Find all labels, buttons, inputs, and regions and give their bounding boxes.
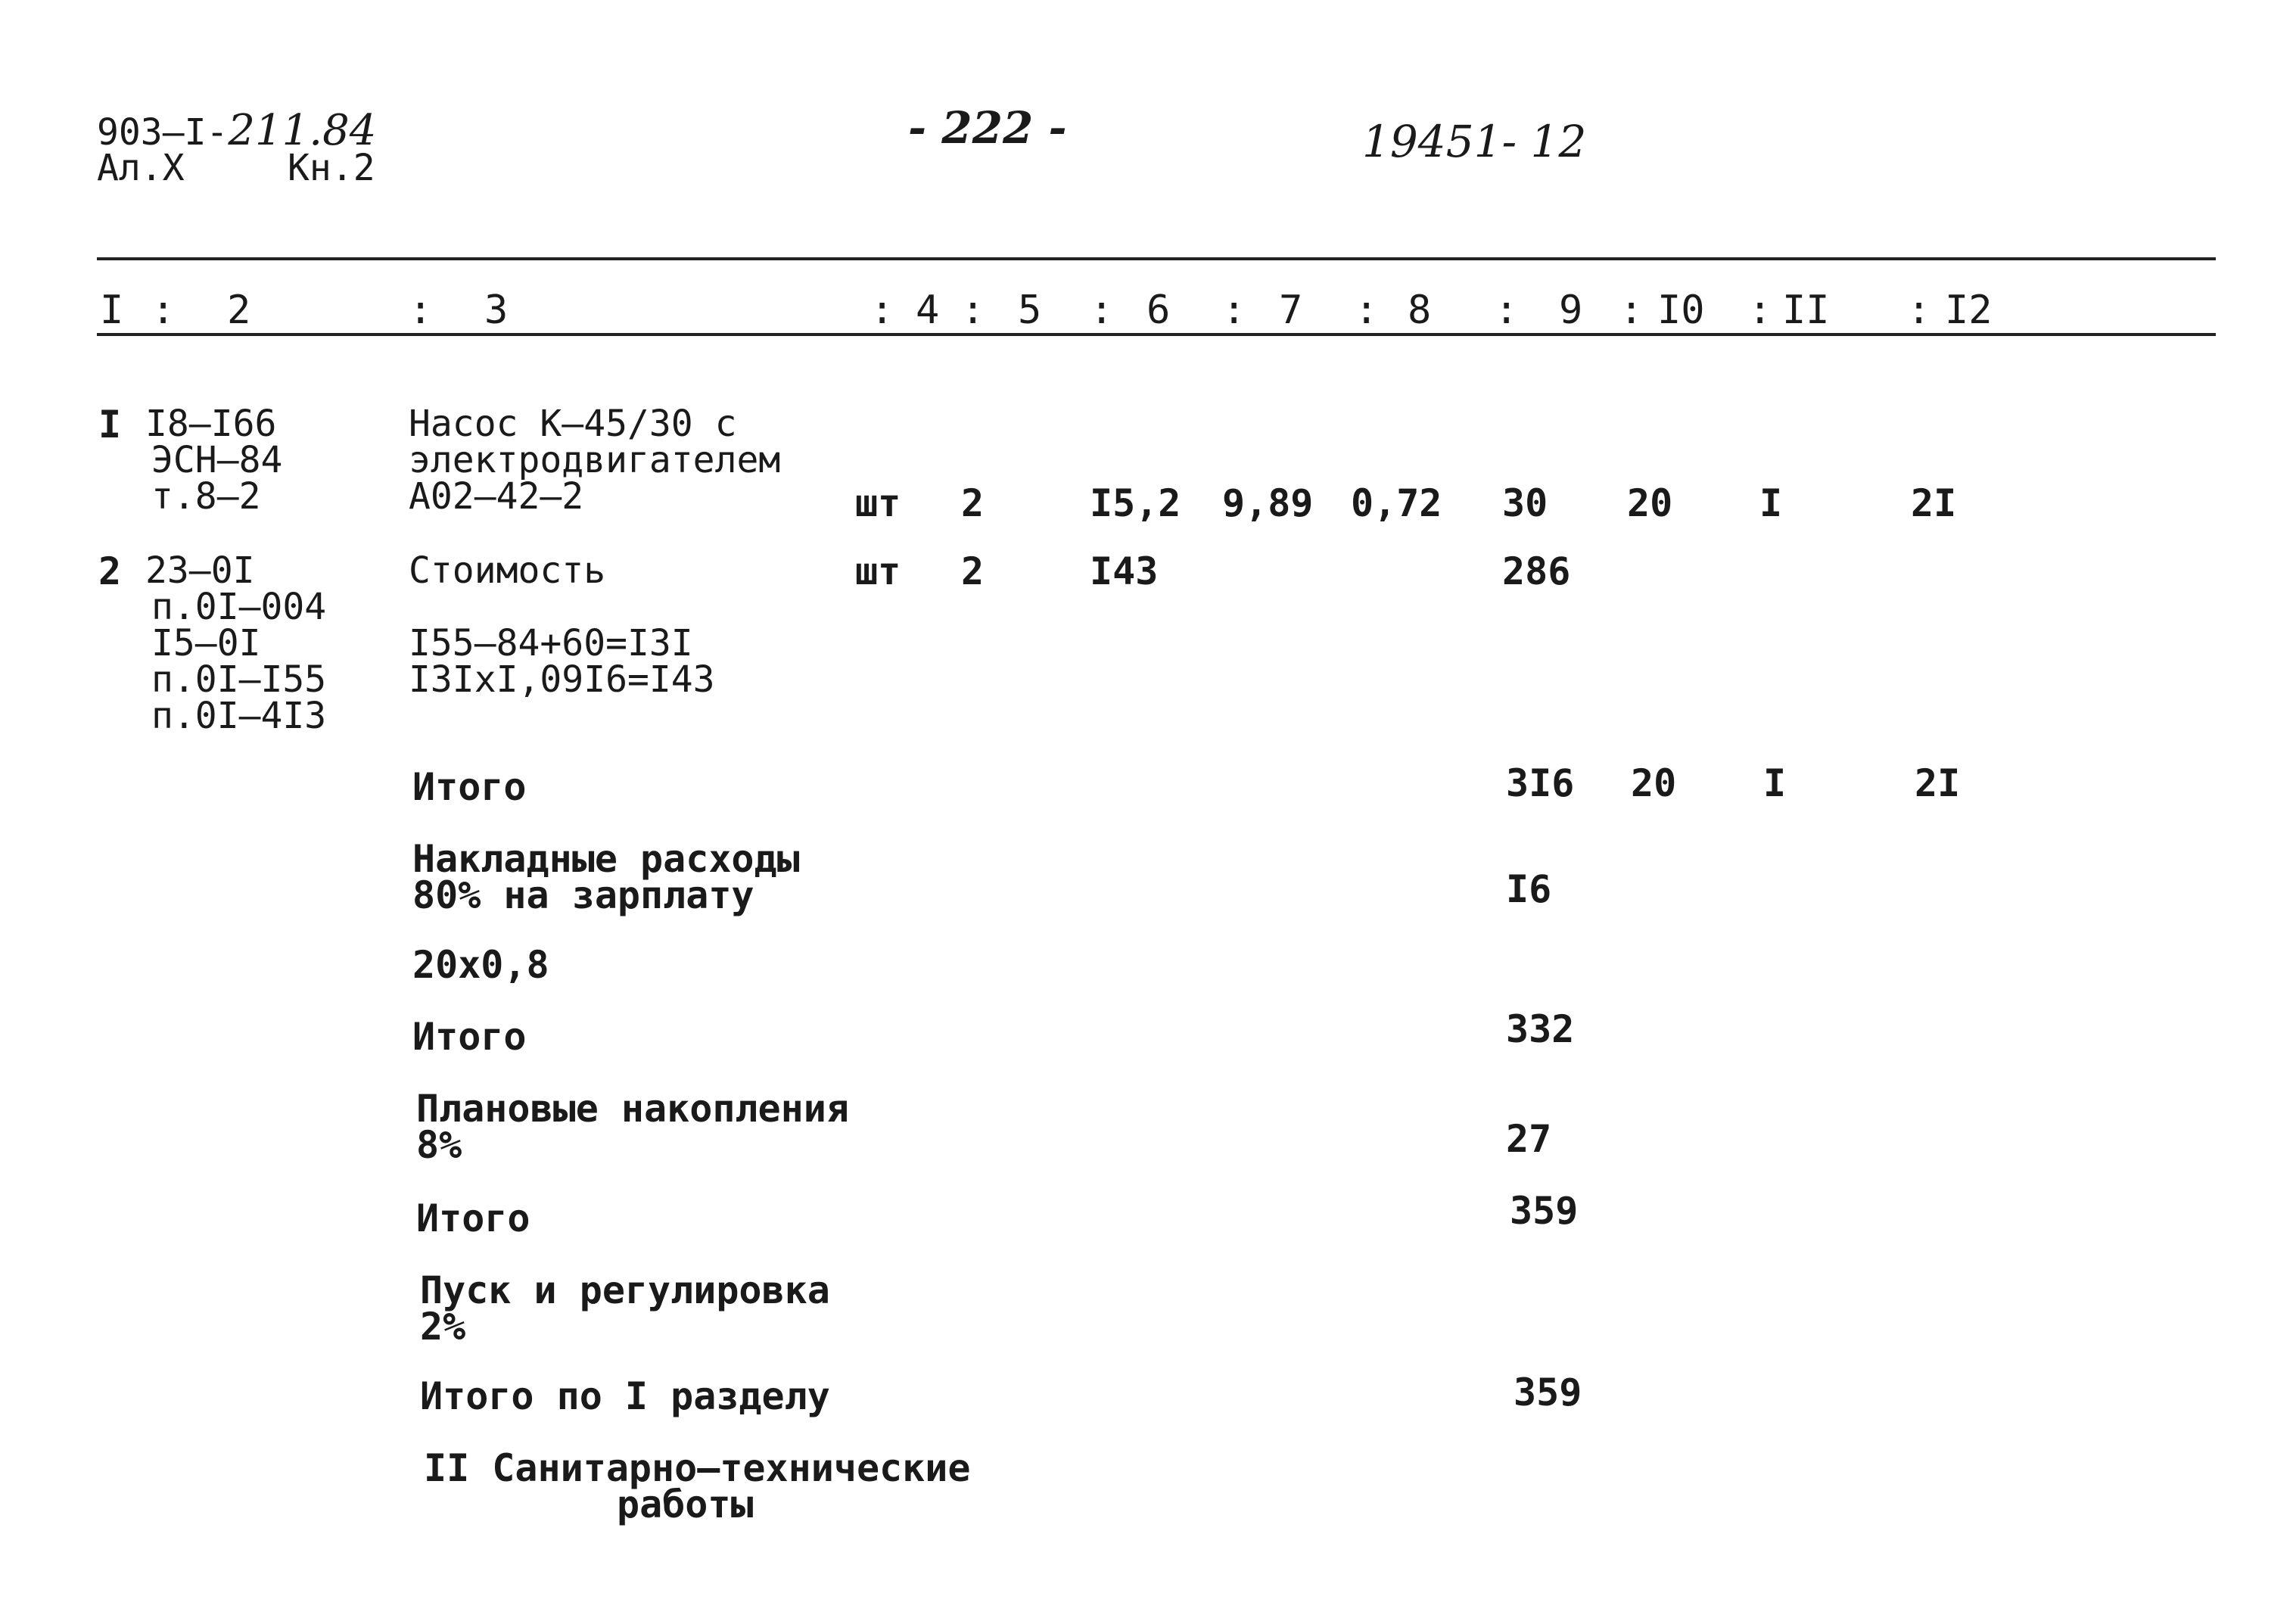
row-col11: I: [1759, 481, 1783, 525]
summary-col9: I6: [1506, 867, 1552, 911]
summary-col12: 2I: [1915, 761, 1961, 805]
summary-label: Пуск и регулировка: [420, 1268, 830, 1312]
row-name: А02–42–2: [409, 475, 584, 518]
summary-label: Накладные расходы: [412, 837, 800, 881]
col-header-3: 3: [484, 288, 509, 333]
row-col9: 286: [1502, 549, 1571, 593]
row-quantity: 2: [961, 481, 985, 525]
row-code: ЭСН–84: [151, 439, 283, 481]
summary-label: 8%: [416, 1123, 462, 1167]
summary-col9: 332: [1506, 1007, 1575, 1051]
col-separator: :: [1619, 288, 1644, 333]
row-col8: 0,72: [1351, 481, 1442, 525]
col-header-7: 7: [1279, 288, 1303, 333]
col-separator: :: [961, 288, 985, 333]
row-code: п.0I–4I3: [151, 695, 327, 737]
row-code: п.0I–I55: [151, 658, 327, 701]
row-quantity: 2: [961, 549, 985, 593]
row-calc: I3IxI,09I6=I43: [409, 658, 715, 701]
col-header-12: I2: [1945, 288, 1993, 333]
document-code-handwritten: 211.84: [228, 106, 377, 155]
col-header-2: 2: [227, 288, 251, 333]
row-code: 23–0I: [145, 549, 255, 592]
summary-label: 20x0,8: [412, 943, 549, 987]
col-separator: :: [1222, 288, 1246, 333]
row-col10: 20: [1627, 481, 1673, 525]
summary-label: Итого: [416, 1196, 530, 1240]
row-code: т.8–2: [151, 475, 261, 518]
col-separator: :: [409, 288, 433, 333]
row-unit: шт: [855, 481, 901, 525]
book-label: Кн.2: [288, 147, 375, 189]
summary-col10: 20: [1631, 761, 1677, 805]
row-col12: 2I: [1911, 481, 1957, 525]
top-rule: [97, 257, 2216, 260]
page-number: - 222 -: [908, 102, 1067, 154]
row-code: п.0I–004: [151, 586, 327, 628]
row-code: I8–I66: [145, 403, 277, 445]
col-header-10: I0: [1657, 288, 1705, 333]
summary-label: Итого: [412, 1015, 527, 1059]
row-code: I5–0I: [151, 622, 261, 664]
col-separator: :: [151, 288, 176, 333]
summary-label: Итого по I разделу: [420, 1374, 830, 1418]
col-separator: :: [1907, 288, 1931, 333]
row-col6: I43: [1090, 549, 1159, 593]
row-col7: 9,89: [1222, 481, 1314, 525]
col-separator: :: [870, 288, 894, 333]
row-calc: I55–84+60=I3I: [409, 622, 693, 664]
row-unit: шт: [855, 549, 901, 593]
row-name: электродвигателем: [409, 439, 781, 481]
summary-col9: 359: [1514, 1371, 1582, 1414]
col-header-4: 4: [916, 288, 940, 333]
col-header-11: II: [1782, 288, 1830, 333]
col-header-6: 6: [1146, 288, 1171, 333]
album-label: Ал.Х: [97, 147, 185, 189]
col-separator: :: [1748, 288, 1772, 333]
col-header-1: I: [100, 288, 124, 333]
section-heading-line: II Санитарно–технические: [424, 1446, 971, 1490]
summary-col11: I: [1763, 761, 1787, 805]
summary-label: Плановые накопления: [416, 1087, 849, 1131]
document-number: 19451- 12: [1362, 116, 1587, 167]
col-separator: :: [1355, 288, 1379, 333]
summary-label: Итого: [412, 765, 527, 809]
summary-label: 80% на зарплату: [412, 873, 754, 917]
row-name: Насос К–45/30 с: [409, 403, 737, 445]
col-separator: :: [1495, 288, 1519, 333]
section-heading-line: работы: [617, 1483, 754, 1526]
summary-label: 2%: [420, 1305, 466, 1349]
row-col6: I5,2: [1090, 481, 1181, 525]
col-header-8: 8: [1408, 288, 1432, 333]
header-rule: [97, 333, 2216, 336]
row-col9: 30: [1502, 481, 1548, 525]
col-header-5: 5: [1018, 288, 1042, 333]
document-code-prefix: 903–I-: [97, 111, 229, 154]
row-number: 2: [98, 549, 122, 593]
row-number: I: [98, 403, 122, 447]
summary-col9: 3I6: [1506, 761, 1575, 805]
col-separator: :: [1090, 288, 1114, 333]
col-header-9: 9: [1559, 288, 1583, 333]
row-name: Стоимость: [409, 549, 606, 592]
summary-col9: 27: [1506, 1117, 1552, 1161]
summary-col9: 359: [1510, 1189, 1579, 1233]
